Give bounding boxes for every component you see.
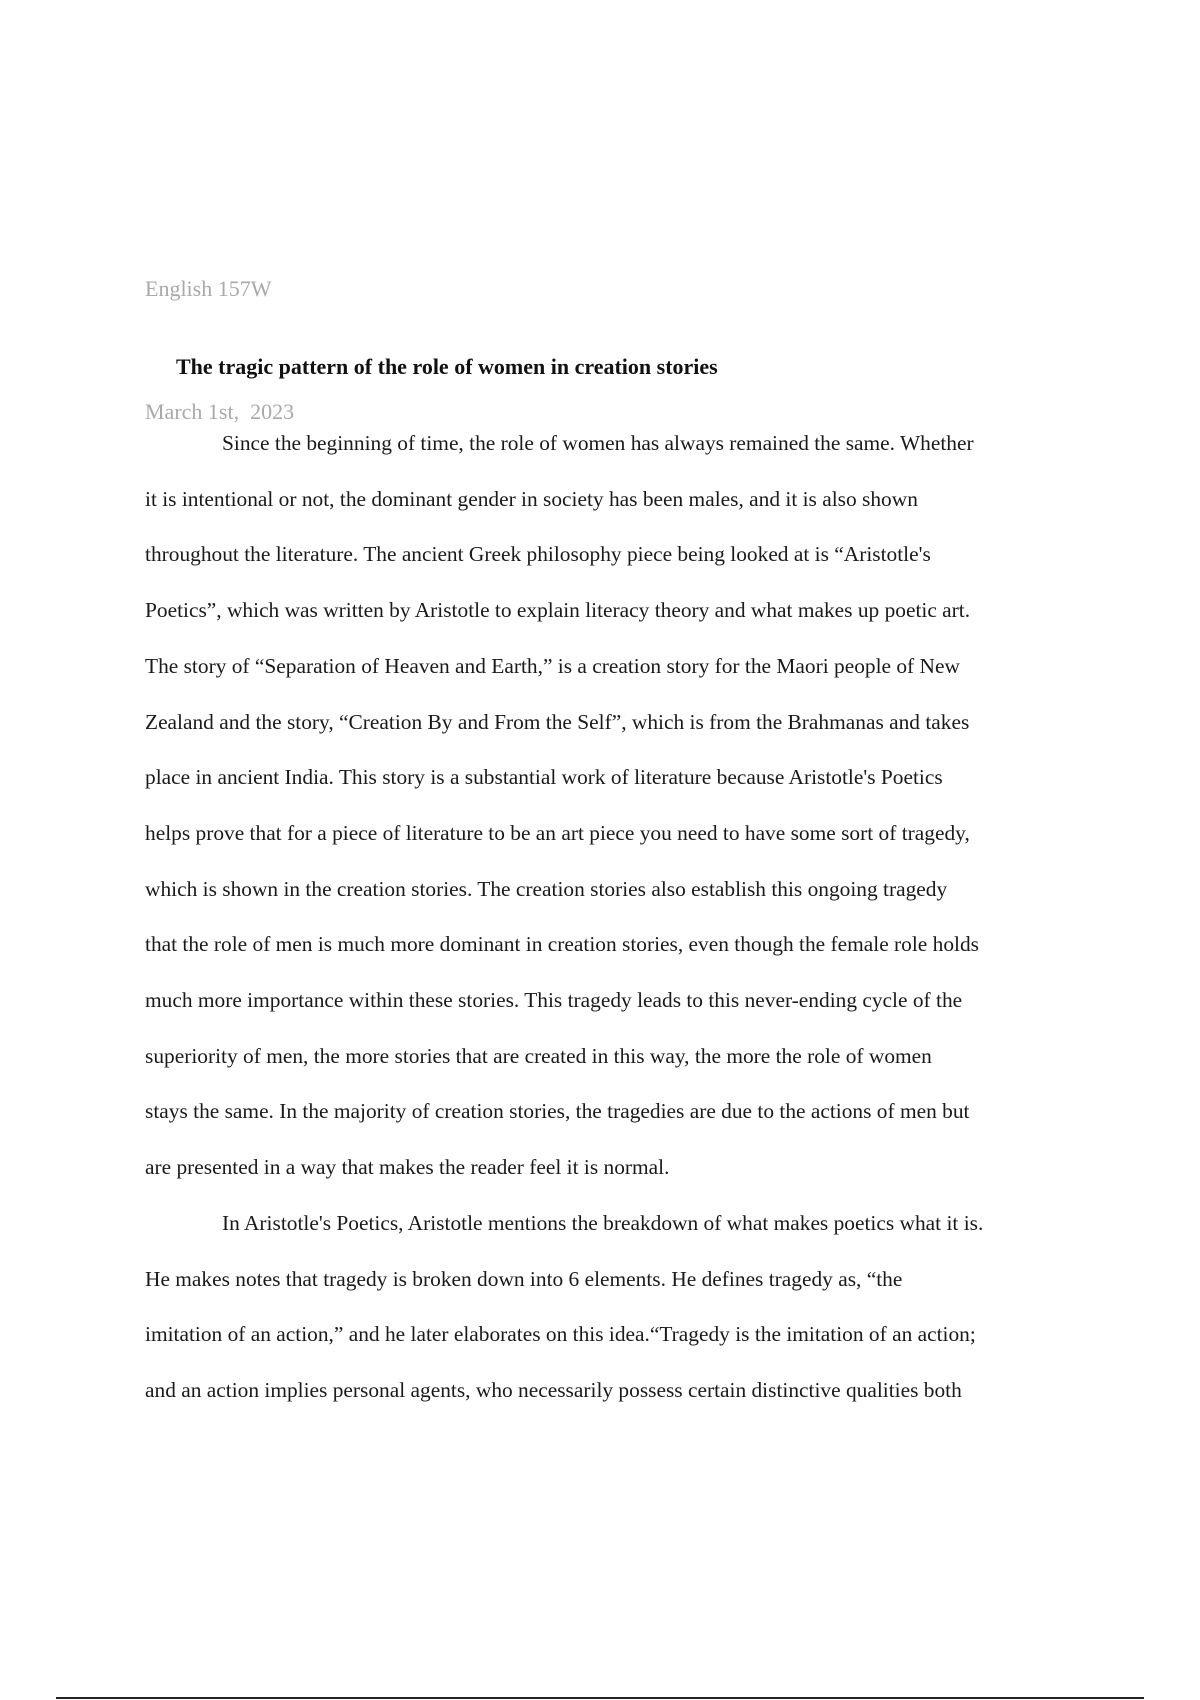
document-date: March 1st, 2023 — [145, 399, 295, 424]
page-bottom-rule — [56, 1697, 1144, 1699]
text-line: stays the same. In the majority of creation stories, the tragedies are due to the actions of men but — [145, 1099, 970, 1124]
paragraph-1 — [145, 416, 1090, 1196]
text-line: much more importance within these stories. This tragedy leads to this never-ending cycle of the — [145, 988, 963, 1013]
text-line: Zealand and the story, “Creation By and From the Self”, which is from the Brahmanas and takes — [145, 709, 970, 734]
text-line: The story of “Separation of Heaven and Earth,” is a creation story for the Maori people of New — [145, 653, 960, 678]
text-line: are presented in a way that makes the reader feel it is normal. — [145, 1155, 670, 1180]
text-line: helps prove that for a piece of literature to be an art piece you need to have some sort of tragedy, — [145, 820, 970, 845]
text-line: it is intentional or not, the dominant gender in society has been males, and it is also shown — [145, 486, 918, 511]
text-line: that the role of men is much more dominant in creation stories, even though the female role holds — [145, 932, 980, 957]
text-line: and an action implies personal agents, who necessarily possess certain distinctive qualities both — [145, 1377, 962, 1402]
text-line: imitation of an action,” and he later elaborates on this idea.“Tragedy is the imitation of an action; — [145, 1322, 976, 1347]
text-line: Since the beginning of time, the role of women has always remained the same. Whether — [222, 431, 974, 455]
text-line: Poetics”, which was written by Aristotle to explain literacy theory and what makes up poetic art. — [145, 598, 971, 623]
text-line: throughout the literature. The ancient Greek philosophy piece being looked at is “Aristotle's — [145, 542, 931, 567]
text-line: which is shown in the creation stories. The creation stories also establish this ongoing tragedy — [145, 876, 948, 901]
text-line: superiority of men, the more stories that are created in this way, the more the role of women — [145, 1043, 932, 1068]
text-line: In Aristotle's Poetics, Aristotle mentions the breakdown of what makes poetics what it is. — [222, 1210, 984, 1235]
paragraph-2 — [145, 1196, 1090, 1419]
text-line: He makes notes that tragedy is broken down into 6 elements. He defines tragedy as, “the — [145, 1266, 903, 1291]
essay-body — [145, 416, 1090, 1419]
text-line: place in ancient India. This story is a substantial work of literature because Aristotle's Poetics — [145, 765, 943, 790]
essay-title: The tragic pattern of the role of women in creation stories — [176, 354, 718, 379]
course-name: English 157W — [145, 276, 272, 301]
